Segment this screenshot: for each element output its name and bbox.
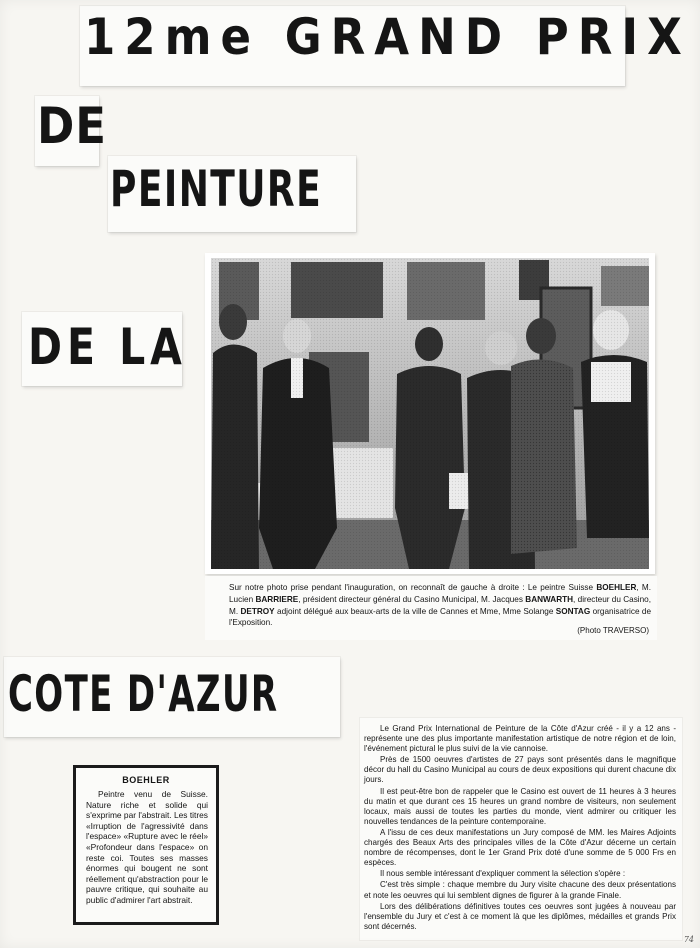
headline-line2: DE [37,97,107,155]
headline-line5-cutout [4,657,340,737]
headline-line5: COTE D'AZUR [8,665,279,723]
headline-line4: DE LA [28,318,187,376]
caption-name-banwarth: BANWARTH [525,594,574,604]
headline-line1: 12me GRAND PRIX [84,8,691,66]
caption-name-detroy: DETROY [240,606,275,616]
caption-name-barriere: BARRIERE [255,594,299,604]
caption-text-5: organisatrice de l'Exposition. [229,606,652,628]
page-corner-mark: 74 [683,935,694,944]
boehler-sidebar-text: Peintre venu de Suisse. Nature riche et solide qui s'exprime par l'abstrait. Les titres «Irruption de l'agressivité dans l'espace» «Rupture avec le réel» «Profondeur dans l'espace» on reste coi. Toutes ses masses énormes qui bougent ne sont réellement qu'abstraction pour le pauvre critique, qui souhaite au public d'admirer l'art abstrait. [86,789,208,905]
article-paragraph: Près de 1500 oeuvres d'artistes de 27 pays sont présentés dans le magnifique décor du hall du Casino Municipal au cours de deux expositions qui durent chacune dix jours. [364,755,676,785]
caption-text-3: , directeur du Casino, M. [229,594,651,616]
caption-text-2: , président directeur général du Casino Municipal, M. Jacques [298,594,523,604]
headline-line3: PEINTURE [110,160,323,218]
inauguration-photo-frame [205,253,655,574]
article-paragraph: Il est peut-être bon de rappeler que le Casino est ouvert de 11 heures à 3 heures du matin et que durant ces 15 heures un grand nombre de visiteurs, non seulement locaux, mais aussi de toutes les parties du monde, vient admirer ou critiquer les nouvelles tendances de la peinture contemporaine. [364,786,676,826]
article-paragraph: Le Grand Prix International de Peinture de la Côte d'Azur créé - il y a 12 ans - représente une des plus importante manifestation artistique de notre région et de loin, l'événement pictural le plus suivi de la vie cannoise. [364,724,676,754]
caption-intro: Sur notre photo prise pendant l'inauguration, on reconnaît de gauche à droite : Le peintre Suisse [229,583,594,592]
caption-name-sontag: SONTAG [555,606,591,616]
photo-credit: (Photo TRAVERSO) [577,626,649,635]
article-paragraph: Lors des délibérations définitives toutes ces oeuvres sont jugées à nouveau par l'ensemble du Jury et c'est à ce moment là que les diplômes, médailles et grands Prix sont décernés. [364,901,676,931]
article-paragraph: C'est très simple : chaque membre du Jury visite chacune des deux présentations et note les oeuvres qui lui semblent dignes de figurer à la grande Finale. [364,880,676,900]
boehler-sidebar-title: BOEHLER [122,775,170,785]
article-body [360,718,682,940]
article-paragraph: A l'issu de ces deux manifestations un Jury composé de MM. les Maires Adjoints chargés des Beaux Arts des principales villes de la Côte d'Azur décerne un certain nombre de récompenses, dont le 1er Grand Prix doté d'une somme de 5 000 Frs en espèces. [364,827,676,868]
caption-name-boehler: BOEHLER [596,583,637,592]
headline-line3-cutout [108,156,356,232]
headline-line2-cutout [35,96,107,166]
headline-line1-cutout [80,6,691,86]
caption-text-4: adjoint délégué aux beaux-arts de la ville de Cannes et Mme, Mme Solange [277,606,554,616]
photo-caption-box [205,576,657,640]
headline-line4-cutout [22,312,187,386]
photo-caption [229,582,651,629]
caption-text-1: , M. Lucien [229,583,651,604]
boehler-sidebar-box [73,765,219,925]
inauguration-photo [211,258,649,569]
article-paragraph: Il nous semble intéressant d'expliquer comment la sélection s'opère : [380,869,626,879]
